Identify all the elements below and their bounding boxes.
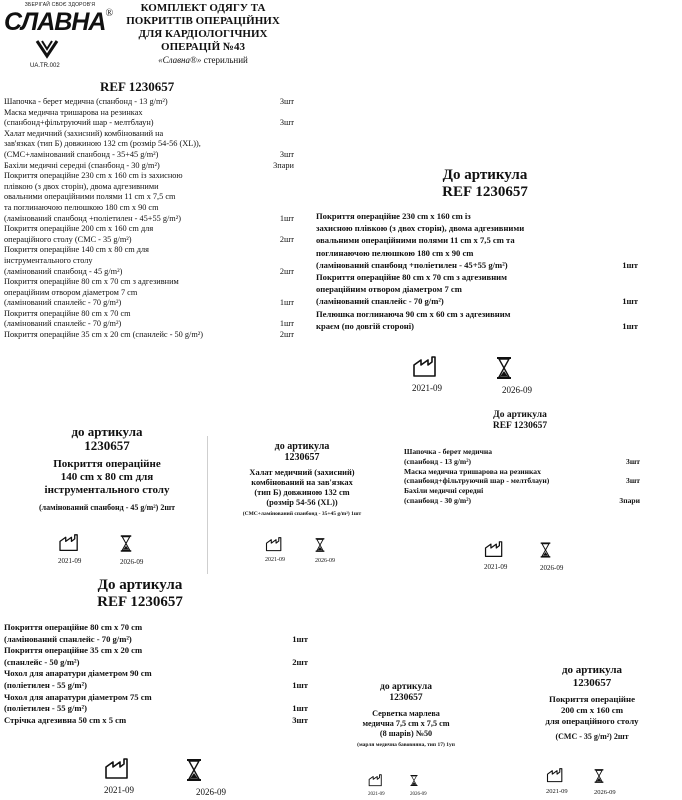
list-item <box>316 308 638 332</box>
list-item-quantity: 1шт <box>622 320 638 331</box>
list-item-quantity: 3шт <box>279 118 294 128</box>
list-item-line: Покриття операційне 80 cm х 70 cm <box>4 622 143 632</box>
list-item-line: овальними операційними полями 11 cm х 7,5 cm <box>4 192 176 202</box>
list-item-line: (спанбонд - 13 g/m²) <box>404 456 472 466</box>
list-item <box>316 271 638 308</box>
list-item <box>4 108 298 129</box>
list-item-line: операційним отвором діаметром 7 cm <box>4 287 138 297</box>
list-item-line: (ламінований спанбонд +поліетилен - 45+55 g/m²) <box>4 213 181 223</box>
list-item-line: (СМС+ламінований спанбонд - 35+45 g/m²) <box>4 149 159 159</box>
list-item-line: (ламінований спанлейс - 70 g/m²) <box>4 319 122 329</box>
label-200-dates: 2021-09 2026-09 <box>546 768 646 800</box>
label-cap-list <box>404 447 640 506</box>
list-item <box>404 447 640 467</box>
expiry-date-icon <box>410 774 418 787</box>
cert-number: UA.TR.002 <box>30 63 60 69</box>
brand-tagline: ЗБЕРІГАЙ СВОЄ ЗДОРОВ'Я <box>24 2 96 8</box>
label-gauze-block: до артикула 1230657 Серветка марлева медична 7,5 cm х 7,5 cm (8 шарів) №50 (марля медична бавовняна, тип 17) 1уп <box>357 682 455 748</box>
list-item-line: (спанбонд+фільтруючий шар - мелтблаун) <box>4 118 154 128</box>
list-item-line: Покриття операційне 230 cm х 160 cm із захисною <box>4 171 183 181</box>
list-item-quantity: 2шт <box>292 656 308 667</box>
list-item-line: захисною плівкою (з двох сторін), двома адгезивними <box>316 223 525 234</box>
list-item <box>4 161 298 172</box>
registered-mark: ® <box>105 8 114 19</box>
list-item-quantity: 1шт <box>292 703 308 714</box>
label-140-dates: 2021-09 2026-09 <box>58 534 178 574</box>
list-item-line: Стрічка адгезивна 50 cm х 5 cm <box>4 714 127 725</box>
list-item-quantity: 1шт <box>622 259 638 270</box>
kit-title: КОМПЛЕКТ ОДЯГУ ТА ПОКРИТТІВ ОПЕРАЦІЙНИХ ДЛЯ КАРДІОЛОГІЧНИХ ОПЕРАЦІЙ №43 «Славна®» стерильний <box>126 2 280 65</box>
manufacture-date-icon <box>368 774 383 787</box>
manufacture-date-icon <box>104 758 130 780</box>
label-gauze-dates: 2021-09 2026-09 <box>368 774 458 800</box>
made-date-mark: 2021-09 <box>412 356 442 393</box>
label-bottom-title: До артикула REF 1230657 <box>97 577 183 610</box>
label-140-title1: до артикула <box>71 424 143 439</box>
label-gown-dates: 2021-09 2026-09 <box>265 537 355 571</box>
right-label-list <box>316 210 638 332</box>
list-item-line: Покриття операційне 140 cm х 80 cm для <box>4 245 149 255</box>
manufacture-date-icon <box>265 537 283 552</box>
manufacture-date-icon <box>58 534 80 552</box>
list-item-line: Чохол для апаратури діаметром 75 cm <box>4 691 152 702</box>
list-item-line: Шапочка - берет медична <box>404 447 493 456</box>
list-item-line: операційним отвором діаметром 7 cm <box>316 284 462 295</box>
label-140-title2: 1230657 <box>84 438 130 453</box>
list-item-quantity: 3шт <box>279 97 294 106</box>
manufacture-date-icon <box>412 356 438 378</box>
brand-block <box>4 2 116 82</box>
list-item-quantity: 1шт <box>279 319 294 329</box>
label-140-block: до артикула 1230657 Покриття операційне 140 cm х 80 cm для інструментального столу (ламінований спанбонд - 45 g/m²) 2шт <box>4 425 210 512</box>
list-item-quantity: 3шт <box>279 149 294 159</box>
list-item <box>4 224 298 245</box>
list-item-line: Бахіли медичні середні <box>404 486 484 496</box>
list-item <box>4 309 298 330</box>
list-item-line: операційного столу (СМС - 35 g/m²) <box>4 234 132 244</box>
list-item-quantity: 2шт <box>279 234 294 244</box>
list-item-quantity: 1шт <box>292 633 308 644</box>
label-cap-dates: 2021-09 2026-09 <box>484 541 594 575</box>
expiry-date-icon <box>186 758 202 782</box>
list-item-quantity: 1шт <box>292 679 308 690</box>
list-item-quantity: 3пари <box>273 160 294 170</box>
right-label-title: До артикула REF 1230657 <box>442 167 528 200</box>
main-ref: REF 1230657 <box>100 79 175 94</box>
list-item-line: (спанлейс - 50 g/m²) <box>4 656 80 667</box>
list-item-quantity: 1шт <box>622 296 638 307</box>
list-item-quantity: 3шт <box>292 714 308 725</box>
list-item <box>404 486 640 506</box>
expiry-date-icon <box>496 356 512 380</box>
expiry-date-icon <box>540 541 551 559</box>
list-item <box>4 692 308 715</box>
main-component-list <box>4 97 298 341</box>
list-item-line: (спанбонд - 30 g/m²) <box>404 495 472 505</box>
list-item-line: (спанбонд+фільтруючий шар - мелтблаун) <box>404 476 550 486</box>
expiry-date-icon <box>120 534 132 553</box>
list-item-line: овальними операційними полями 11 cm х 7,5 cm та <box>316 235 515 246</box>
list-item <box>4 715 308 727</box>
expiry-date-mark: 2026-09 <box>496 356 532 395</box>
list-item-line: Покриття операційне 200 cm х 160 cm для <box>4 224 154 234</box>
brand-logo: СЛАВНА <box>4 8 106 36</box>
list-item <box>4 129 298 161</box>
list-item <box>404 467 640 487</box>
list-item-line: Покриття операційне 230 cm х 160 cm із <box>316 211 471 221</box>
brand-quote: «Славна®» <box>158 55 202 65</box>
list-item-quantity: 3пари <box>619 495 640 505</box>
list-item-line: Халат медичний (захисний) комбінований на <box>4 128 164 138</box>
list-item-line: Покриття операційне 35 cm х 20 cm (спанлейс - 50 g/m²) <box>4 330 204 340</box>
list-item-line: (ламінований спанбонд +поліетилен - 45+55 g/m²) <box>316 259 508 270</box>
label-bottom-list <box>4 622 308 726</box>
list-item-line: Покриття операційне 80 cm х 70 cm з адгезивним <box>4 277 179 287</box>
list-item-line: та поглинаючою пелюшкою 180 cm х 90 cm <box>4 202 159 212</box>
right-label-dates <box>412 356 592 396</box>
list-item-line: плівкою (з двох сторін), двома адгезивними <box>4 181 159 191</box>
list-item <box>4 245 298 277</box>
list-item-line: (поліетилен - 55 g/m²) <box>4 703 87 714</box>
list-item-line: краєм (по довгій стороні) <box>316 320 414 331</box>
label-cap-title: До артикула REF 1230657 <box>492 410 548 431</box>
list-item-line: поглинаючою пелюшкою 180 cm х 90 cm <box>316 247 474 258</box>
label-bottom-dates: 2021-09 2026-09 <box>104 758 264 798</box>
expiry-date-icon <box>315 537 325 553</box>
list-item-line: Шапочка - берет медична (спанбонд - 13 g/m²) <box>4 97 168 106</box>
list-item-line: Покриття операційне 35 cm х 20 cm <box>4 645 143 656</box>
list-item-line: (ламінований спанлейс - 70 g/m²) <box>4 633 132 644</box>
list-item-quantity: 2шт <box>279 266 294 276</box>
list-item-quantity: 3шт <box>626 456 640 466</box>
expiry-date-icon <box>594 768 604 784</box>
list-item-line: Покриття операційне 80 cm х 70 cm з адгезивним <box>316 272 507 283</box>
label-200-block: до артикула 1230657 Покриття операційне 200 cm х 160 cm для операційного столу (СМС - 35 g/m²) 2шт <box>545 664 639 741</box>
list-item-quantity: 1шт <box>279 213 294 223</box>
list-item <box>4 330 298 341</box>
list-item-line: (ламінований спанбонд - 45 g/m²) <box>4 266 123 276</box>
ua-conformity-mark-icon <box>34 38 60 60</box>
list-item-quantity: 2шт <box>279 330 294 340</box>
list-item <box>4 645 308 668</box>
list-item <box>4 97 298 108</box>
list-item-line: (поліетилен - 55 g/m²) <box>4 679 87 690</box>
manufacture-date-icon <box>546 768 564 783</box>
list-item-quantity: 1шт <box>279 298 294 308</box>
manufacture-date-icon <box>484 541 504 558</box>
list-item-line: Покриття операційне 80 cm х 70 cm <box>4 308 131 318</box>
label-gown-block: до артикула 1230657 Халат медичний (захисний) комбінований на зав'язках (тип Б) довжиною 132 cm (розмір 54-56 (XL)) (СМС+ламінований спанбонд - 35+45 g/m²) 1шт <box>242 441 362 517</box>
list-item-line: (ламінований спанлейс - 70 g/m²) <box>4 298 122 308</box>
list-item-line: Маска медична тришарова на резинках <box>4 107 143 117</box>
list-item-line: Чохол для апаратури діаметром 90 cm <box>4 668 152 679</box>
list-item <box>316 210 638 271</box>
list-item-line: зав'язках (тип Б) довжиною 132 cm (розмір 54-56 (XL)), <box>4 139 201 149</box>
list-item-line: Бахіли медичні середні (спанбонд - 30 g/m²) <box>4 160 160 170</box>
list-item-line: інструментального столу <box>4 255 93 265</box>
list-item <box>4 171 298 224</box>
list-item-quantity: 3шт <box>626 476 640 486</box>
list-item <box>4 277 298 309</box>
list-item <box>4 668 308 691</box>
list-item <box>4 622 308 645</box>
sterile-label: стерильний <box>203 55 248 65</box>
list-item-line: Пелюшка поглинаюча 90 cm х 60 cm з адгезивним <box>316 308 511 319</box>
list-item-line: Маска медична тришарова на резинках <box>404 466 541 476</box>
list-item-line: (ламінований спанлейс - 70 g/m²) <box>316 296 444 307</box>
